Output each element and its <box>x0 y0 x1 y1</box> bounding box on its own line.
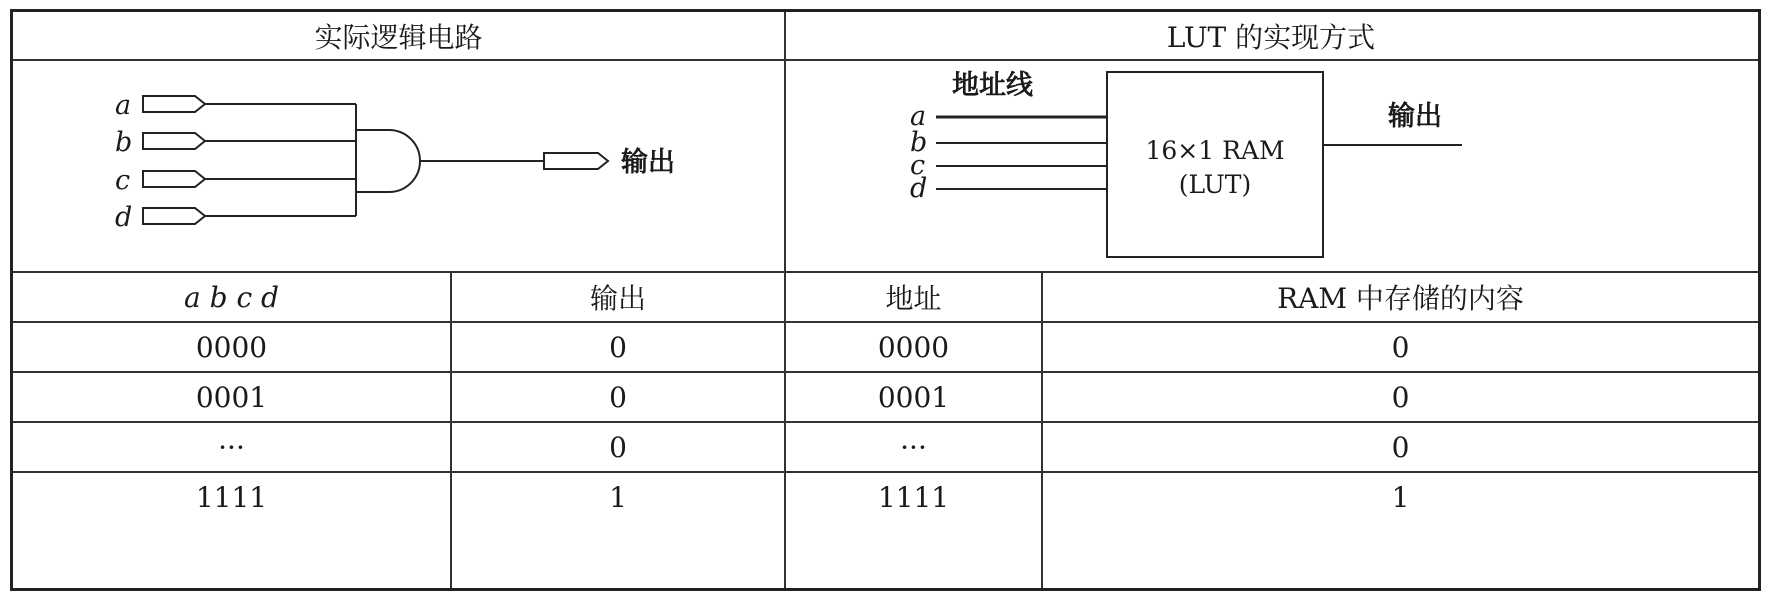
header-lut-implementation: LUT 的实现方式 <box>1166 20 1376 54</box>
lut-input-c: c <box>910 150 926 181</box>
circuit-input-d: d <box>115 202 133 233</box>
table-cell: 0 <box>1391 380 1410 414</box>
table-cell: 0 <box>1391 430 1410 464</box>
lut-block-diagram <box>786 61 1758 271</box>
and-gate-symbol <box>356 130 420 192</box>
circuit-input-b: b <box>115 127 133 158</box>
and-gate-diagram <box>13 61 784 271</box>
ram-box-line1: 16×1 RAM <box>1145 136 1285 165</box>
table-cell: 1 <box>609 480 627 514</box>
lut-input-b: b <box>910 127 928 158</box>
col-header-output: 输出 <box>589 282 646 315</box>
table-cell: 1111 <box>195 480 268 514</box>
circuit-input-c: c <box>115 165 131 196</box>
address-lines-label: 地址线 <box>952 70 1033 101</box>
table-cell: 0 <box>609 430 627 464</box>
table-cell: ··· <box>218 430 245 464</box>
col-header-abcd: a b c d <box>184 280 279 314</box>
output-port <box>544 153 608 169</box>
input-port-c <box>143 171 205 187</box>
input-port-d <box>143 208 205 224</box>
circuit-input-a: a <box>115 90 132 121</box>
table-cell: 1 <box>1391 480 1410 514</box>
circuit-output-label: 输出 <box>621 147 675 178</box>
table-cell: 0 <box>609 330 627 364</box>
table-cell: 0 <box>1391 330 1410 364</box>
table-cell: 0001 <box>877 380 950 414</box>
table-cell: 0001 <box>195 380 268 414</box>
col-header-ram-content: RAM 中存储的内容 <box>1277 282 1524 315</box>
table-cell: 1111 <box>877 480 950 514</box>
table-cell: ··· <box>900 430 927 464</box>
header-actual-circuit: 实际逻辑电路 <box>314 20 483 54</box>
col-header-address: 地址 <box>885 282 942 315</box>
ram-box-line2: (LUT) <box>1178 170 1252 199</box>
lut-output-label: 输出 <box>1388 101 1442 132</box>
lut-comparison-table <box>10 9 1761 591</box>
lut-input-a: a <box>910 101 927 132</box>
input-port-b <box>143 133 205 149</box>
lut-input-d: d <box>910 173 928 204</box>
table-cell: 0000 <box>195 330 268 364</box>
input-port-a <box>143 96 205 112</box>
table-cell: 0000 <box>877 330 950 364</box>
table-cell: 0 <box>609 380 627 414</box>
